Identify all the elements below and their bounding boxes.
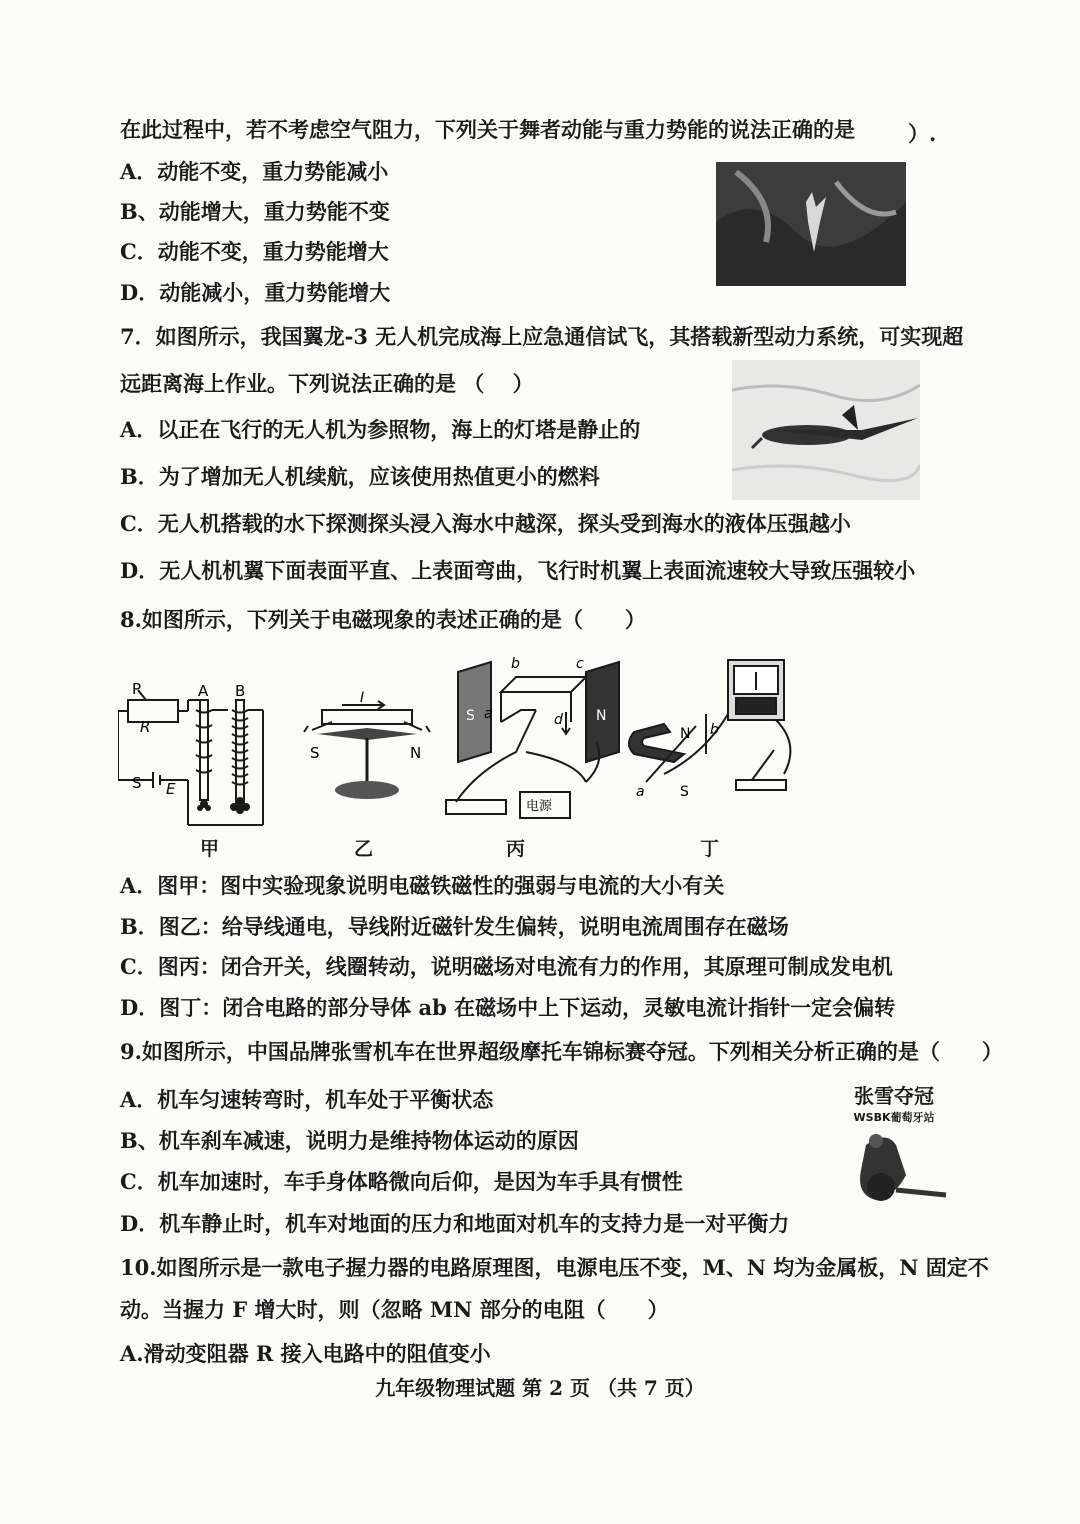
ding-label-b: b	[710, 722, 719, 738]
figure-bing	[436, 652, 636, 832]
motorcycle-photo	[836, 1080, 952, 1210]
q10-stem-1: 10.如图所示是一款电子握力器的电路原理图，电源电压不变，M、N 均为金属板，N 固定不	[120, 1255, 989, 1280]
jia-label-a: A	[198, 682, 209, 700]
drone-photo	[732, 360, 920, 500]
q7-option-d: D．无人机机翼下面表面平直、上表面弯曲，飞行时机翼上表面流速较大导致压强较小	[120, 558, 916, 583]
bing-label-c: c	[576, 656, 584, 672]
jia-label-b: B	[235, 682, 246, 700]
bing-label-s: S	[466, 708, 475, 724]
bing-label-d: d	[554, 712, 563, 728]
figure-caption-bing: 丙	[506, 838, 526, 860]
q8-stem: 8.如图所示，下列关于电磁现象的表述正确的是（ ）	[120, 607, 646, 632]
jia-label-r: R	[140, 718, 151, 736]
q6-option-c: C．动能不变，重力势能增大	[120, 239, 389, 264]
jia-label-p: P	[132, 680, 142, 698]
figure-ding	[624, 654, 804, 804]
figure-caption-ding: 丁	[700, 838, 720, 860]
q7-option-a: A．以正在飞行的无人机为参照物，海上的灯塔是静止的	[120, 417, 641, 442]
q9-option-c: C．机车加速时，车手身体略微向后仰，是因为车手具有惯性	[120, 1169, 683, 1194]
q9-option-b: B、机车刹车减速，说明力是维持物体运动的原因	[120, 1128, 579, 1153]
jia-label-e: E	[166, 780, 176, 798]
yi-label-s: S	[310, 744, 320, 762]
bing-label-power: 电源	[526, 799, 553, 814]
q8-option-d: D．图丁：闭合电路的部分导体 ab 在磁场中上下运动，灵敏电流计指针一定会偏转	[120, 995, 896, 1020]
figure-caption-yi: 乙	[354, 838, 374, 860]
bing-label-n: N	[596, 708, 607, 724]
figure-yi	[292, 690, 442, 810]
q7-option-b: B．为了增加无人机续航，应该使用热值更小的燃料	[120, 464, 600, 489]
q6-stem: 在此过程中，若不考虑空气阻力，下列关于舞者动能与重力势能的说法正确的是	[120, 117, 855, 142]
ding-label-n: N	[680, 726, 691, 742]
q7-option-c: C．无人机搭载的水下探测探头浸入海水中越深，探头受到海水的液体压强越小	[120, 511, 851, 536]
yi-label-n: N	[410, 744, 422, 762]
q8-option-c: C．图丙：闭合开关，线圈转动，说明磁场对电流有力的作用，其原理可制成发电机	[120, 954, 893, 979]
q9-option-d: D．机车静止时，机车对地面的压力和地面对机车的支持力是一对平衡力	[120, 1211, 790, 1236]
q10-stem-2: 动。当握力 F 增大时，则（忽略 MN 部分的电阻（ ）	[120, 1297, 669, 1322]
photo-subtitle: WSBK葡萄牙站	[853, 1111, 935, 1124]
q6-option-a: A．动能不变，重力势能减小	[120, 159, 389, 184]
q9-option-a: A．机车匀速转弯时，机车处于平衡状态	[120, 1087, 494, 1112]
bing-label-a: a	[484, 706, 493, 722]
q6-option-d: D．动能减小，重力势能增大	[120, 280, 391, 305]
q10-option-a: A.滑动变阻器 R 接入电路中的阻值变小	[120, 1341, 491, 1366]
figure-caption-jia: 甲	[200, 838, 220, 860]
yi-label-i: I	[360, 690, 365, 706]
q6-option-b: B、动能增大，重力势能不变	[120, 199, 390, 224]
dancer-photo	[716, 162, 906, 286]
figure-jia	[118, 680, 278, 830]
q9-stem: 9.如图所示，中国品牌张雪机车在世界超级摩托车锦标赛夺冠。下列相关分析正确的是（ ）	[120, 1039, 1003, 1064]
bing-label-b: b	[511, 656, 520, 672]
q6-bracket: ）.	[908, 121, 937, 146]
q7-stem-1: 7．如图所示，我国翼龙-3 无人机完成海上应急通信试飞，其搭载新型动力系统，可实现超	[120, 324, 964, 349]
ding-label-s: S	[680, 784, 689, 800]
q8-option-b: B．图乙：给导线通电，导线附近磁针发生偏转，说明电流周围存在磁场	[120, 914, 789, 939]
photo-title: 张雪夺冠	[854, 1084, 934, 1108]
page-footer: 九年级物理试题 第 2 页 （共 7 页）	[375, 1376, 705, 1400]
ding-label-a: a	[636, 784, 645, 800]
q7-stem-2: 远距离海上作业。下列说法正确的是 （ ）	[120, 371, 534, 396]
jia-label-s: S	[132, 774, 142, 792]
q8-option-a: A．图甲：图中实验现象说明电磁铁磁性的强弱与电流的大小有关	[120, 873, 725, 898]
